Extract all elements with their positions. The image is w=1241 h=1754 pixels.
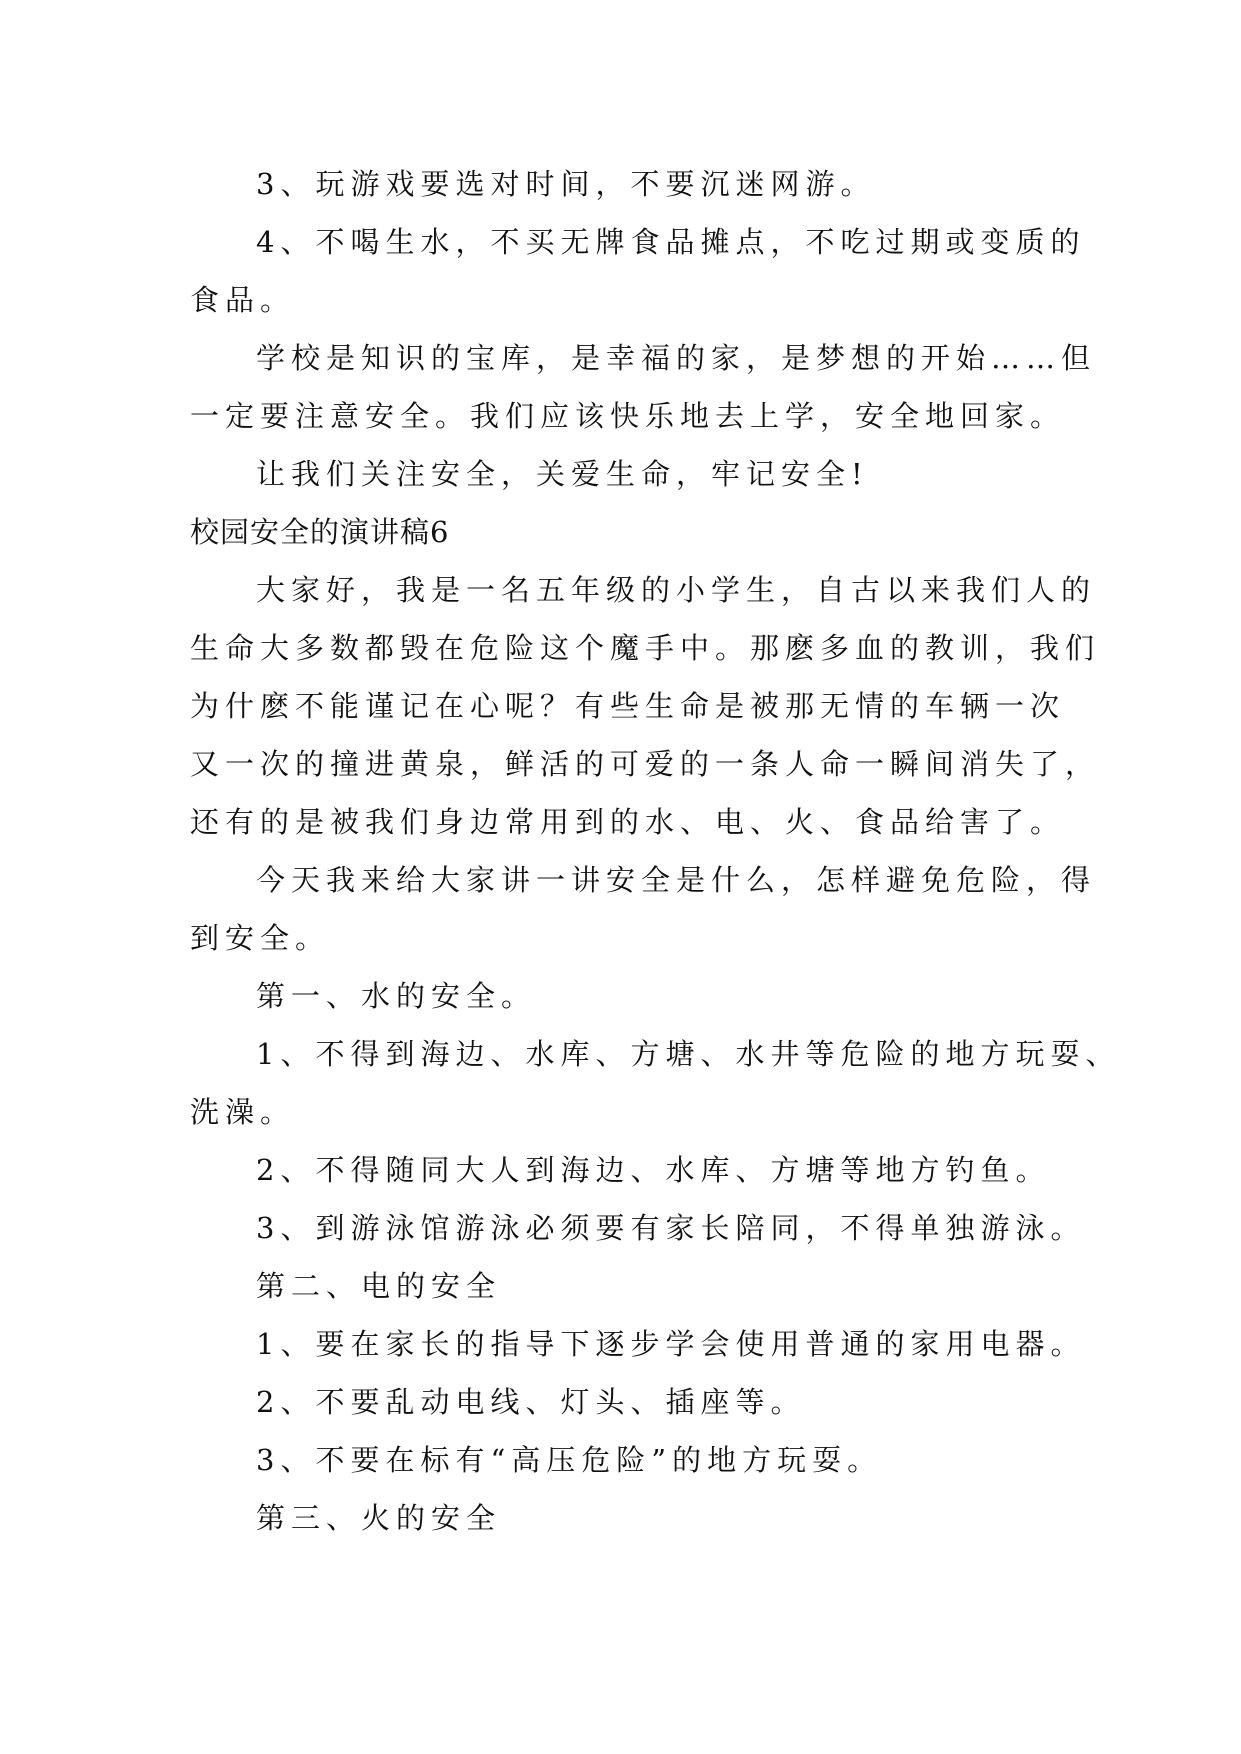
text-line: 1、要在家长的指导下逐步学会使用普通的家用电器。 [256,1327,1086,1361]
text-line: 4、不喝生水，不买无牌食品摊点，不吃过期或变质的 [256,225,1086,259]
text-line: 一定要注意安全。我们应该快乐地去上学，安全地回家。 [190,399,1066,433]
text-line: 第二、电的安全 [256,1269,502,1303]
text-line: 学校是知识的宝库，是幸福的家，是梦想的开始……但 [256,341,1097,375]
text-line: 到安全。 [190,921,331,955]
text-line: 第三、火的安全 [256,1501,502,1535]
text-line: 1、不得到海边、水库、方塘、水井等危险的地方玩耍、 [256,1037,1121,1071]
text-line: 2、不要乱动电线、灯头、插座等。 [256,1385,806,1419]
text-line: 生命大多数都毁在危险这个魔手中。那麽多血的教训，我们 [190,631,1101,665]
document-page [190,155,1121,1547]
text-line: 大家好，我是一名五年级的小学生，自古以来我们人的 [256,573,1097,607]
text-line: 洗澡。 [190,1095,296,1129]
text-line: 为什麽不能谨记在心呢？有些生命是被那无情的车辆一次 [190,689,1066,723]
text-line: 又一次的撞进黄泉，鲜活的可爱的一条人命一瞬间消失了， [190,747,1101,781]
text-line: 2、不得随同大人到海边、水库、方塘等地方钓鱼。 [256,1153,1051,1187]
text-line: 3、不要在标有“高压危险”的地方玩耍。 [256,1443,883,1477]
text-line: 让我们关注安全，关爱生命，牢记安全! [256,457,869,491]
section-heading: 校园安全的演讲稿6 [190,515,450,549]
text-line: 食品。 [190,283,296,317]
text-line: 还有的是被我们身边常用到的水、电、火、食品给害了。 [190,805,1066,839]
text-line: 3、玩游戏要选对时间，不要沉迷网游。 [256,167,876,201]
text-line: 今天我来给大家讲一讲安全是什么，怎样避免危险，得 [256,863,1097,897]
text-line: 第一、水的安全。 [256,979,537,1013]
text-line: 3、到游泳馆游泳必须要有家长陪同，不得单独游泳。 [256,1211,1086,1245]
